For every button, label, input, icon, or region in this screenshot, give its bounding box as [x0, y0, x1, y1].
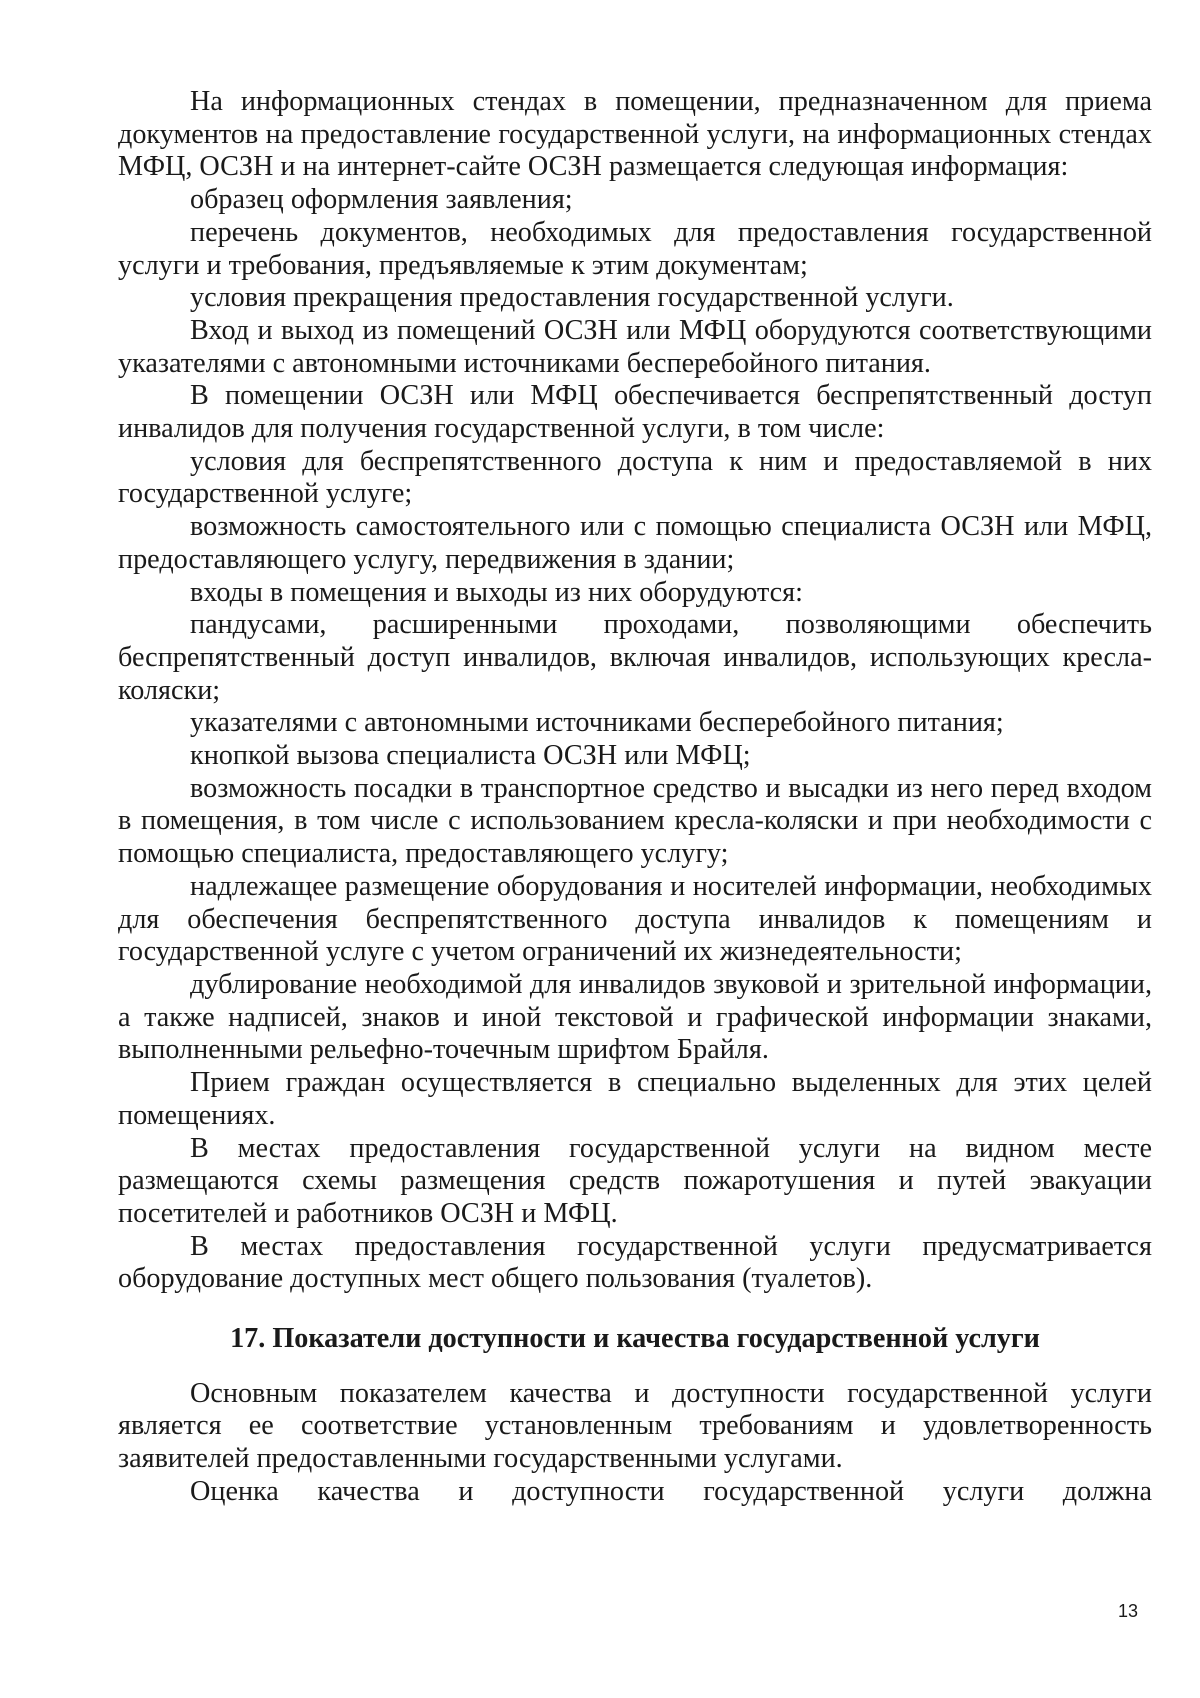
- paragraph-evacuation-schemes: В местах предоставления государственной услуги на видном месте размещаются схемы размещения средств пожаротушения и путей эвакуации посетителей и работников ОСЗН и МФЦ.: [118, 1132, 1152, 1229]
- paragraph-equipment-placement: надлежащее размещение оборудования и носителей информации, необходимых для обеспечения беспрепятственного доступа инвалидов к помещениям и государственной услуге с учетом ограничений их жизнедеятельности;: [118, 870, 1152, 968]
- paragraph-entrance-exit: Вход и выход из помещений ОСЗН или МФЦ оборудуются соответствующими указателями с автономными источниками бесперебойного питания.: [118, 314, 1152, 379]
- paragraph-braille-duplication: дублирование необходимой для инвалидов звуковой и зрительной информации, а также надписей, знаков и иной текстовой и графической информации знаками, выполненными рельефно-точечным шрифтом Брайля.: [118, 968, 1152, 1066]
- paragraph-document-list: перечень документов, необходимых для предоставления государственной услуги и требования, предъявляемые к этим документам;: [118, 216, 1152, 281]
- page-content: [118, 86, 1152, 1509]
- paragraph-call-button: кнопкой вызова специалиста ОСЗН или МФЦ;: [190, 740, 751, 772]
- paragraph-restrooms: В местах предоставления государственной услуги предусматривается оборудование доступных мест общего пользования (туалетов).: [118, 1230, 1152, 1295]
- paragraph-main-indicator: Основным показателем качества и доступности государственной услуги является ее соответствие установленным требованиям и удовлетворенность заявителей предоставленными государственными услугами.: [118, 1377, 1152, 1475]
- paragraph-ramps: пандусами, расширенными проходами, позволяющими обеспечить беспрепятственный доступ инвалидов, включая инвалидов, использующих кресла-коляски;: [118, 609, 1152, 706]
- page-number: 13: [1118, 1601, 1139, 1621]
- paragraph-disabled-access: В помещении ОСЗН или МФЦ обеспечивается беспрепятственный доступ инвалидов для получения государственной услуги, в том числе:: [118, 380, 1152, 445]
- paragraph-termination-conditions: условия прекращения предоставления государственной услуги.: [190, 282, 954, 314]
- paragraph-entrances-equipped: входы в помещения и выходы из них оборудуются:: [190, 576, 803, 608]
- paragraph-application-sample: образец оформления заявления;: [190, 184, 573, 216]
- paragraph-reception-rooms: Прием граждан осуществляется в специально выделенных для этих целей помещениях.: [118, 1067, 1152, 1131]
- paragraph-access-conditions: условия для беспрепятственного доступа к ним и предоставляемой в них государственной услуге;: [118, 445, 1152, 510]
- section-heading: 17. Показатели доступности и качества государственной услуги: [230, 1323, 1040, 1355]
- paragraph-quality-assessment: Оценка качества и доступности государственной услуги должна: [190, 1475, 1152, 1507]
- paragraph-signs-power: указателями с автономными источниками бесперебойного питания;: [190, 707, 1004, 739]
- paragraph-info-stands: На информационных стендах в помещении, предназначенном для приема документов на предоставление государственной услуги, на информационных стендах МФЦ, ОСЗН и на интернет-сайте ОСЗН размещается следующая информация:: [118, 86, 1152, 183]
- paragraph-vehicle-boarding: возможность посадки в транспортное средство и высадки из него перед входом в помещения, в том числе с использованием кресла-коляски и при необходимости с помощью специалиста, предоставляющего услугу;: [118, 772, 1152, 870]
- paragraph-movement-in-building: возможность самостоятельного или с помощью специалиста ОСЗН или МФЦ, предоставляющего услугу, передвижения в здании;: [118, 511, 1152, 575]
